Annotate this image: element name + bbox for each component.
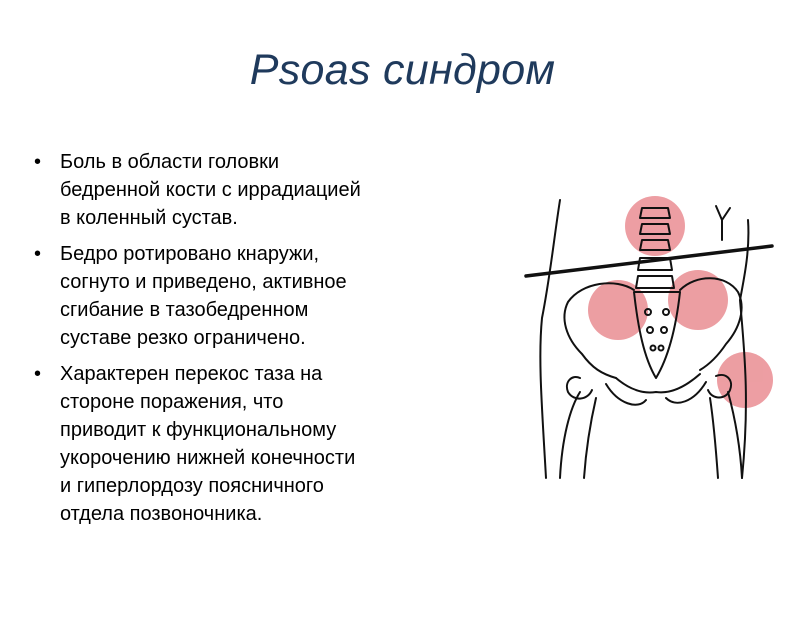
bullet-marker: • <box>34 363 42 385</box>
bullet-text: Характерен перекос таза на стороне поражения, что приводит к функциональному укорочению нижней конечности и гиперлордозу поясничного отдела позвоночника. <box>60 363 356 525</box>
right-femur-inner <box>710 398 718 478</box>
sacral-foramen <box>663 309 669 315</box>
left-obturator <box>606 384 646 405</box>
bullet-text: Боль в области головки бедренной кости с иррадиацией в коленный сустав. <box>60 151 361 229</box>
sacral-foramen <box>645 309 651 315</box>
vertebra-5 <box>636 276 674 288</box>
body-outline-left <box>540 200 560 478</box>
pelvis-skeleton-illustration <box>520 178 790 483</box>
sacral-foramen <box>659 346 664 351</box>
bullet-item-3 <box>34 360 414 528</box>
bullet-text: Бедро ротировано кнаружи, согнуто и приведено, активное сгибание в тазобедренном суставе резко ограничено. <box>60 243 347 349</box>
pain-zone-lumbar <box>625 196 685 256</box>
body-outline-right <box>740 220 748 478</box>
left-femur-inner <box>584 398 596 478</box>
left-femur <box>560 392 580 478</box>
bullet-list <box>34 148 414 536</box>
sacral-foramen <box>651 346 656 351</box>
pubic-arch <box>616 374 700 392</box>
sacral-foramen <box>647 327 653 333</box>
sacral-foramen <box>661 327 667 333</box>
tilt-marker <box>716 206 730 240</box>
slide-title: Psoas синдром <box>249 46 556 94</box>
bullet-marker: • <box>34 151 42 173</box>
bullet-marker: • <box>34 243 42 265</box>
left-femoral-head <box>567 377 592 399</box>
bullet-item-1 <box>34 148 414 232</box>
bullet-item-2 <box>34 240 414 352</box>
